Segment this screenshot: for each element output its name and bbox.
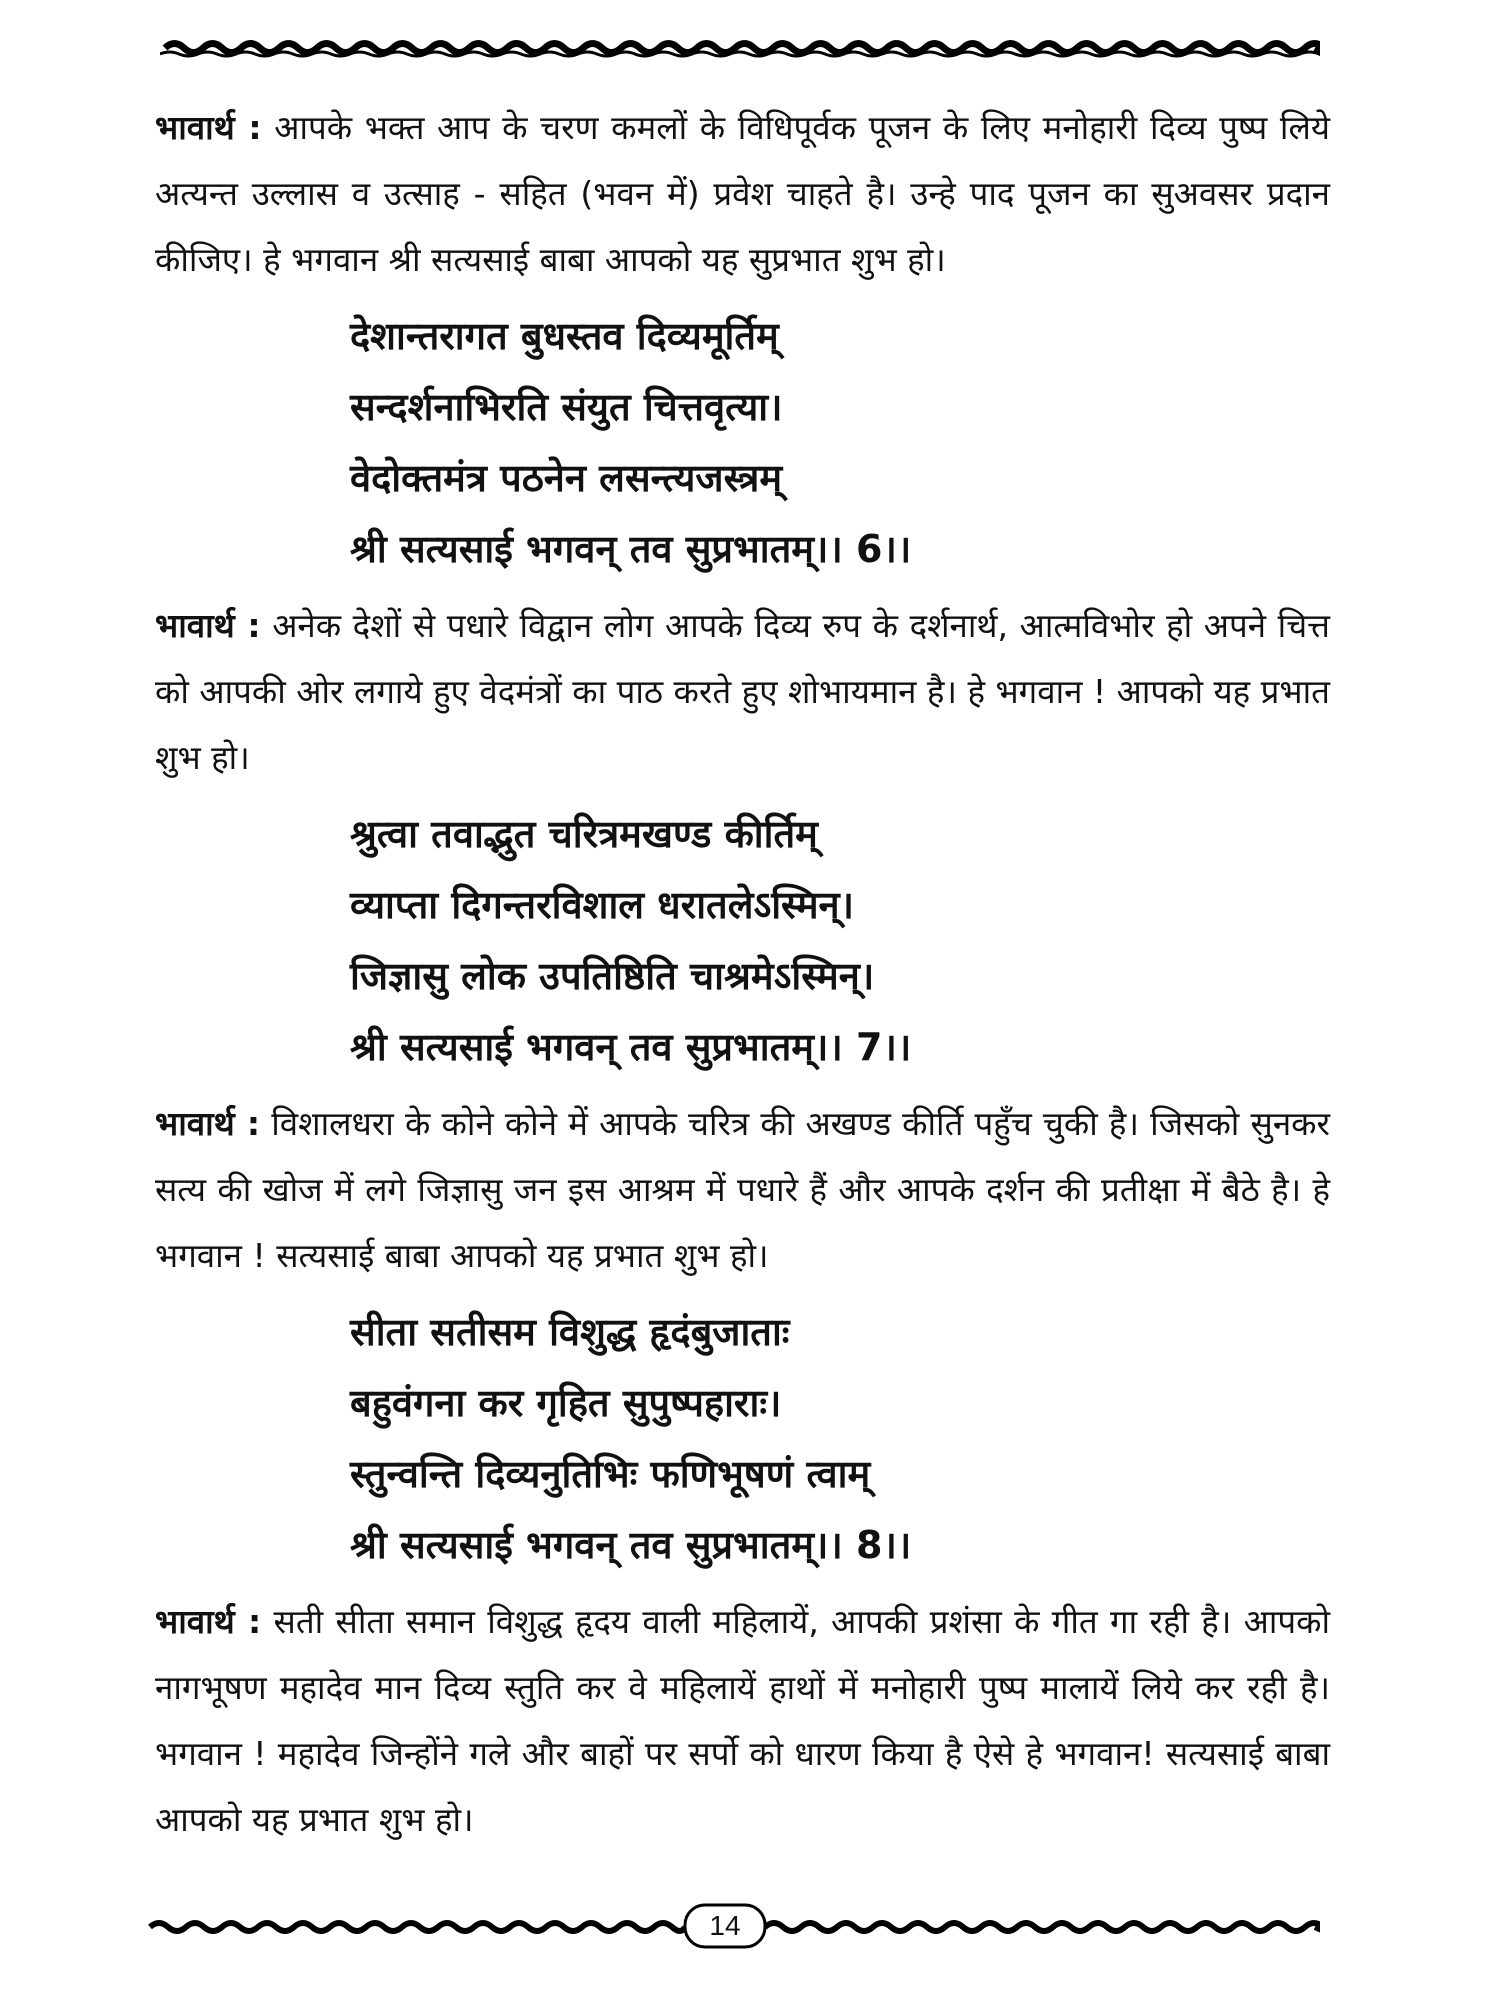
meaning-label: भावार्थ :	[155, 108, 262, 147]
verse-line: सन्दर्शनाभिरति संयुत चित्तवृत्या।	[350, 385, 783, 429]
page-number: 14	[709, 1910, 741, 1941]
meaning-1	[155, 95, 1330, 293]
meaning-text: अनेक देशों से पधारे विद्वान लोग आपके दिव्य रुप के दर्शनार्थ, आत्मविभोर हो अपने चित्त को आपकी ओर लगाये हुए वेदमंत्रों का पाठ करते हुए शोभायमान है। हे भगवान ! आपको यह प्रभात शुभ हो।	[155, 606, 1330, 777]
verse-line: बहुवंगना कर गृहित सुपुष्पहाराः।	[350, 1381, 782, 1425]
meaning-3	[155, 1091, 1330, 1289]
meaning-text: विशालधरा के कोने कोने में आपके चरित्र की अखण्ड कीर्ति पहुँच चुकी है। जिसको सुनकर सत्य की खोज में लगे जिज्ञासु जन इस आश्रम में पधारे हैं और आपके दर्शन की प्रतीक्षा में बैठे है। हे भगवान ! सत्यसाई बाबा आपको यह प्रभात शुभ हो।	[155, 1104, 1330, 1275]
verse-line: जिज्ञासु लोक उपतिष्ठिति चाश्रमेऽस्मिन्।	[350, 954, 875, 998]
verse-line: श्री सत्यसाई भगवन् तव सुप्रभातम्।। 6।।	[350, 527, 912, 571]
verse-line: स्तुन्वन्ति दिव्यनुतिभिः फणिभूषणं त्वाम्	[350, 1452, 871, 1496]
verse-line: श्रुत्वा तवाद्भुत चरित्रमखण्ड कीर्तिम्	[350, 812, 818, 856]
meaning-text: सती सीता समान विशुद्ध हृदय वाली महिलायें, आपकी प्रशंसा के गीत गा रही है। आपको नागभूषण महादेव मान दिव्य स्तुति कर वे महिलायें हाथों में मनोहारी पुष्प मालायें लिये कर रही है। भगवान ! महादेव जिन्होंने गले और बाहों पर सर्पो को धारण किया है ऐसे हे भगवान! सत्यसाई बाबा आपको यह प्रभात शुभ हो।	[155, 1602, 1331, 1839]
verse-line: सीता सतीसम विशुद्ध हृदंबुजाताः	[350, 1310, 790, 1354]
meaning-label: भावार्थ :	[155, 606, 261, 645]
verse-line: श्री सत्यसाई भगवन् तव सुप्रभातम्।। 7।।	[350, 1025, 912, 1069]
top-wave-border	[160, 28, 1320, 68]
page-content	[155, 95, 1330, 1861]
meaning-text: आपके भक्त आप के चरण कमलों के विधिपूर्वक पूजन के लिए मनोहारी दिव्य पुष्प लिये अत्यन्त उल्लास व उत्साह - सहित (भवन में) प्रवेश चाहते है। उन्हे पाद पूजन का सुअवसर प्रदान कीजिए। हे भगवान श्री सत्यसाई बाबा आपको यह सुप्रभात शुभ हो।	[155, 108, 1330, 279]
meaning-4	[155, 1589, 1330, 1853]
verse-6	[350, 301, 1330, 585]
verse-line: व्याप्ता दिगन्तरविशाल धरातलेऽस्मिन्।	[350, 883, 855, 927]
meaning-label: भावार्थ :	[155, 1104, 261, 1143]
meaning-2	[155, 593, 1330, 791]
verse-line: वेदोक्तमंत्र पठनेन लसन्त्यजस्त्रम्	[350, 456, 783, 500]
meaning-label: भावार्थ :	[155, 1602, 262, 1641]
verse-8	[350, 1297, 1330, 1581]
verse-line: देशान्तरागत बुधस्तव दिव्यमूर्तिम्	[350, 314, 779, 358]
verse-line: श्री सत्यसाई भगवन् तव सुप्रभातम्।। 8।।	[350, 1523, 912, 1567]
verse-7	[350, 799, 1330, 1083]
